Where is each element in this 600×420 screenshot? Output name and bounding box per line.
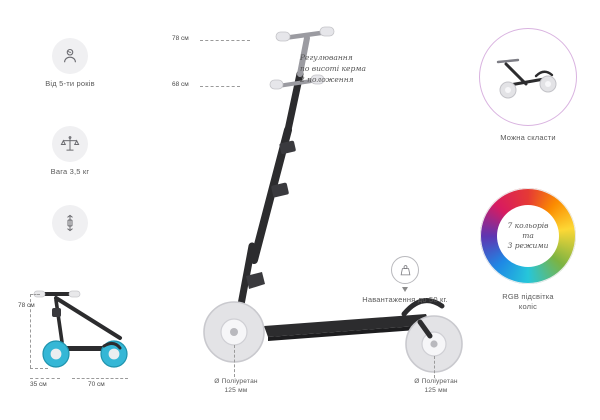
front-wheel-callout xyxy=(188,378,284,396)
folded-height-tick-top xyxy=(30,294,40,295)
handlebar-low-line xyxy=(200,86,240,87)
folded-depth-line xyxy=(30,378,60,379)
load-capacity-block xyxy=(310,256,500,305)
handlebar-low-label: 68 см xyxy=(172,81,189,88)
handlebar-high-line xyxy=(200,40,250,41)
load-arrow-icon xyxy=(402,287,408,292)
handlebar-high-label: 78 см xyxy=(172,35,189,42)
feature-age xyxy=(22,38,118,89)
front-wheel-material-label: Поліуретан xyxy=(221,378,258,385)
rear-wheel-material xyxy=(414,378,458,387)
front-wheel-size: 125 мм xyxy=(224,386,248,394)
rear-wheel-leader xyxy=(434,356,435,378)
front-wheel-material xyxy=(214,378,258,387)
folded-scooter-diagram xyxy=(20,250,155,400)
rgb-color-wheel-icon xyxy=(480,188,576,284)
rgb-panel xyxy=(478,188,578,312)
folded-length-label: 70 см xyxy=(88,381,105,388)
load-capacity-label: Навантаження до 50 кг. xyxy=(362,295,448,304)
rear-wheel-material-label: Поліуретан xyxy=(421,378,458,385)
rgb-inner-line1: 7 кольорів xyxy=(507,220,549,230)
folded-height-tick-bottom xyxy=(30,368,48,369)
folded-height-label: 78 см xyxy=(18,302,35,309)
handlebar-adjust-note-line1: Регулювання xyxy=(300,53,353,62)
feature-height xyxy=(22,205,118,246)
rgb-panel-caption xyxy=(502,292,554,312)
rgb-caption-line1: RGB підсвітка xyxy=(502,292,554,301)
handlebar-adjust-note-line3: 2 положення xyxy=(300,74,354,84)
rgb-caption-line2: коліс xyxy=(518,302,538,312)
rgb-inner-label xyxy=(497,205,559,267)
feature-weight-label: Вага 3,5 кг xyxy=(50,167,90,176)
handlebar-adjust-note xyxy=(300,53,410,86)
rgb-inner-line2: та xyxy=(522,230,534,240)
scales-icon xyxy=(52,126,88,162)
rgb-inner-line3: 3 режими xyxy=(507,241,549,251)
folded-length-line xyxy=(72,378,128,379)
fold-panel-label: Можна скласти xyxy=(500,133,556,142)
folded-scooter-illustration xyxy=(20,250,155,380)
rear-wheel-callout xyxy=(388,378,484,396)
person-icon xyxy=(52,38,88,74)
folded-scooter-icon xyxy=(479,28,577,126)
front-wheel-leader xyxy=(234,345,235,377)
fold-panel xyxy=(478,28,578,143)
feature-age-label: Від 5-ти років xyxy=(45,79,95,88)
height-adjust-icon xyxy=(52,205,88,241)
handlebar-adjust-note-line2: по висоті керма xyxy=(300,63,366,73)
rear-wheel-size: 125 мм xyxy=(424,386,448,394)
rear-wheel-diameter-symbol: Ø xyxy=(414,378,420,385)
weight-load-icon xyxy=(391,256,419,284)
front-wheel-diameter-symbol: Ø xyxy=(214,378,220,385)
folded-depth-label: 35 см xyxy=(30,381,47,388)
feature-weight xyxy=(22,126,118,177)
